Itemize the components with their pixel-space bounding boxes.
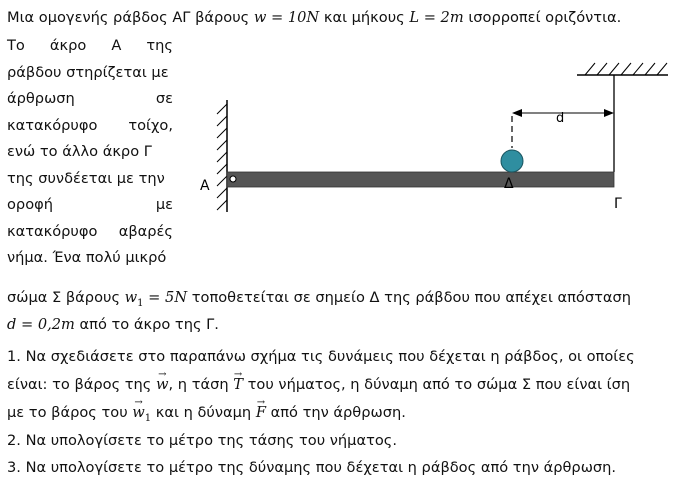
vector-w: → w [156, 372, 169, 398]
text: από την άρθρωση. [265, 404, 406, 421]
word: κατακόρυφο [7, 222, 98, 240]
word: αβαρές [118, 222, 173, 240]
word: άκρο [49, 37, 87, 54]
word: Το [7, 37, 25, 54]
vector-f: → F [256, 400, 266, 426]
text: τοποθετείται σε σημείο Δ της ράβδου που απέχει απόσταση [187, 289, 632, 306]
col-line-3 [7, 86, 173, 113]
label-d: d [556, 111, 565, 126]
word: της συνδέεται με την [7, 169, 165, 187]
w1-subscript: 1 [137, 297, 144, 309]
text: 2. Να υπολογίσετε το μέτρο της τάσης του νήματος. [7, 432, 398, 449]
col-line-7 [7, 192, 173, 219]
vector-w1: → w [132, 400, 145, 426]
intro-text-2: και μήκους [319, 9, 410, 26]
length-equation: L = 2m [409, 9, 464, 26]
line-distance [7, 312, 219, 338]
word: της [146, 37, 173, 54]
text: από το άκρο της Γ. [74, 316, 219, 333]
col-line-2 [7, 60, 173, 87]
col-line-5 [7, 139, 173, 166]
distance-equation: d = 0,2m [7, 316, 75, 333]
word: τοίχο, [128, 116, 173, 134]
weight-equation: w = 10N [253, 9, 320, 26]
w1-symbol: w [124, 289, 138, 306]
word: άρθρωση [7, 90, 75, 107]
label-delta: Δ [504, 176, 514, 192]
word: ενώ το άλλο άκρο Γ [7, 143, 152, 160]
text: σώμα Σ βάρους [7, 289, 125, 306]
word: σε [155, 90, 173, 107]
question-1-line-1 [7, 344, 635, 370]
text: 3. Να υπολογίσετε το μέτρο της δύναμης που δέχεται η ράβδος από την άρθρωση. [7, 459, 617, 476]
text: του νήματος, η δύναμη από το σώμα Σ που είναι ίση [242, 376, 631, 393]
question-2 [7, 428, 397, 454]
wall [217, 100, 227, 212]
intro-text-3: ισορροπεί οριζόντια. [463, 9, 622, 26]
word: νήμα. Ένα πολύ μικρό [7, 249, 167, 266]
word: με [155, 196, 173, 213]
wrapped-text-column [7, 33, 173, 272]
text: είναι: το βάρος της [7, 376, 157, 393]
word: ράβδου στηρίζεται με [7, 63, 169, 81]
col-line-1 [7, 33, 173, 60]
col-line-8 [7, 219, 173, 246]
question-1-line-2 [7, 372, 630, 398]
label-gamma: Γ [614, 196, 622, 212]
ceiling [577, 63, 668, 75]
word: οροφή [7, 196, 53, 213]
label-a: Α [200, 178, 210, 194]
ball-icon [501, 150, 523, 172]
word: Α [111, 37, 122, 54]
hinge-icon [230, 176, 236, 182]
rod [227, 172, 614, 187]
col-line-4 [7, 113, 173, 140]
text: με το βάρος του [7, 404, 133, 421]
text: , η τάση [168, 376, 234, 393]
rod-figure [190, 60, 670, 220]
question-3 [7, 455, 616, 481]
col-line-9 [7, 245, 173, 272]
col-line-6 [7, 166, 173, 193]
w1-value: = 5N [143, 289, 188, 306]
text: 1. Να σχεδιάσετε στο παραπάνω σχήμα τις δυνάμεις που δέχεται η ράβδος, οι οποίες [7, 348, 635, 365]
intro-text-1: Μια ομογενής ράβδος ΑΓ βάρους [7, 9, 254, 26]
word: κατακόρυφο [7, 116, 98, 134]
text: και η δύναμη [151, 404, 256, 421]
w1-subscript: 1 [144, 412, 152, 424]
intro-line [7, 5, 621, 31]
vector-t: → T [233, 372, 243, 398]
